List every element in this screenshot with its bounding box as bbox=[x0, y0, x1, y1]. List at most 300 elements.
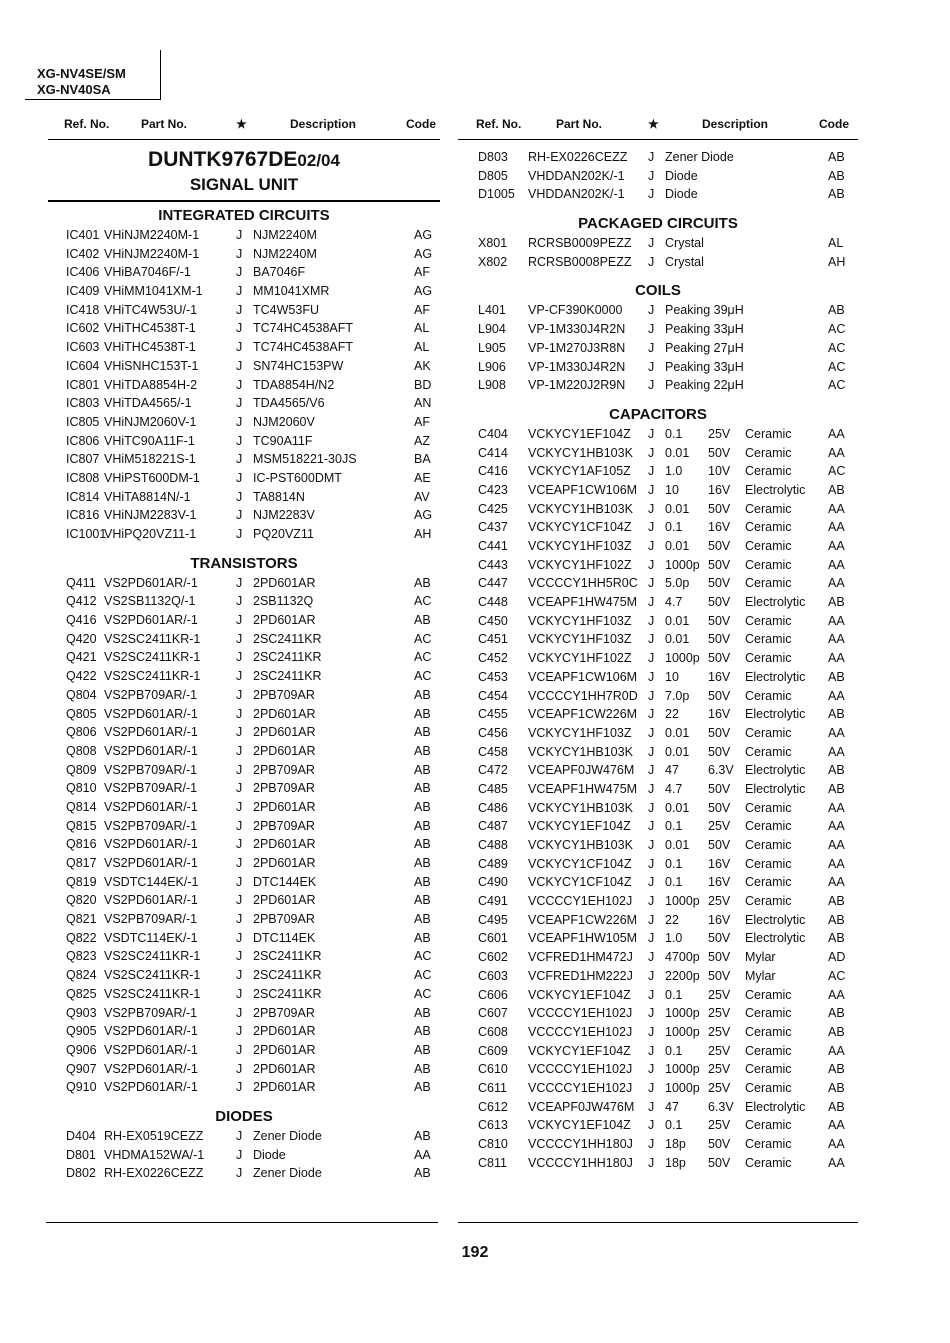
part-row bbox=[458, 630, 858, 649]
description: 2PB709AR bbox=[253, 762, 315, 777]
dielectric: Ceramic bbox=[745, 1137, 792, 1151]
header-rule bbox=[48, 139, 440, 140]
mark: J bbox=[236, 284, 243, 299]
part-row bbox=[458, 892, 858, 911]
code: AG bbox=[414, 228, 433, 242]
description: 18p bbox=[665, 1137, 686, 1151]
code: AB bbox=[828, 168, 845, 183]
ref-no: C441 bbox=[478, 539, 508, 553]
code: AB bbox=[414, 762, 431, 777]
description: 2PD601AR bbox=[253, 613, 316, 628]
ref-no: C607 bbox=[478, 1006, 508, 1021]
part-no: VCCCCY1HH180J bbox=[528, 1155, 633, 1170]
ref-no: Q825 bbox=[66, 986, 97, 1001]
mark: J bbox=[236, 1080, 243, 1095]
description: Peaking 33μH bbox=[665, 359, 744, 374]
mark: J bbox=[236, 1147, 243, 1162]
section-title: TRANSISTORS bbox=[190, 554, 298, 572]
description: 2PD601AR bbox=[253, 575, 316, 590]
part-row bbox=[458, 705, 858, 724]
description: PQ20VZ11 bbox=[253, 527, 314, 541]
ref-no: IC401 bbox=[66, 228, 100, 242]
ref-no: Q420 bbox=[66, 631, 97, 646]
description: 2SB1132Q bbox=[253, 594, 314, 609]
voltage: 50V bbox=[708, 651, 731, 666]
part-no: VHiTDA4565/-1 bbox=[104, 396, 192, 411]
description: NJM2240M bbox=[253, 246, 317, 261]
description: 2PD601AR bbox=[253, 743, 316, 758]
part-row bbox=[458, 911, 858, 930]
code: AC bbox=[414, 986, 432, 1001]
description: 2PB709AR bbox=[253, 687, 315, 702]
code: BD bbox=[414, 377, 432, 392]
ref-no: Q816 bbox=[66, 837, 97, 852]
part-no: VS2PD601AR/-1 bbox=[104, 743, 198, 758]
ref-no: Q910 bbox=[66, 1080, 97, 1095]
mark: J bbox=[236, 799, 243, 814]
mark: J bbox=[236, 396, 243, 411]
code: AF bbox=[414, 302, 430, 317]
code: AB bbox=[828, 912, 845, 927]
part-no: VS2PB709AR/-1 bbox=[104, 818, 198, 833]
part-row bbox=[48, 525, 440, 544]
code: AC bbox=[828, 359, 846, 374]
part-row bbox=[458, 500, 858, 519]
code: AB bbox=[414, 912, 431, 927]
header-star: ★ bbox=[236, 117, 247, 131]
part-no: VCKYCY1HF103Z bbox=[528, 613, 632, 628]
part-row bbox=[48, 574, 440, 593]
mark: J bbox=[648, 688, 655, 703]
ref-no: C416 bbox=[478, 464, 508, 479]
code: AB bbox=[828, 1099, 845, 1114]
part-row bbox=[48, 245, 440, 264]
part-row bbox=[458, 1098, 858, 1117]
part-row bbox=[48, 947, 440, 966]
code: AL bbox=[828, 236, 844, 251]
ref-no: C491 bbox=[478, 894, 508, 909]
part-no: VCKYCY1HB103K bbox=[528, 445, 633, 460]
voltage: 50V bbox=[708, 595, 731, 610]
part-no: VS2SC2411KR-1 bbox=[104, 986, 201, 1001]
part-row bbox=[48, 835, 440, 854]
description: Zener Diode bbox=[665, 150, 734, 164]
code: AB bbox=[414, 856, 431, 870]
code: AA bbox=[828, 987, 845, 1002]
mark: J bbox=[648, 1043, 655, 1058]
code: AB bbox=[828, 894, 845, 909]
dielectric: Ceramic bbox=[745, 744, 792, 759]
mark: J bbox=[648, 322, 655, 337]
code: AV bbox=[414, 489, 430, 504]
part-no: VHiNJM2283V-1 bbox=[104, 508, 197, 523]
mark: J bbox=[648, 359, 655, 374]
part-row bbox=[48, 282, 440, 301]
ref-no: C425 bbox=[478, 501, 508, 516]
description: Diode bbox=[665, 168, 698, 183]
part-row bbox=[48, 910, 440, 929]
part-no: VCCCCY1HH5R0C bbox=[528, 576, 638, 591]
part-no: VCKYCY1CF104Z bbox=[528, 520, 632, 535]
voltage: 25V bbox=[708, 1043, 731, 1058]
part-row bbox=[458, 649, 858, 668]
model-line-2: XG-NV40SA bbox=[37, 82, 111, 97]
part-row bbox=[458, 301, 858, 320]
part-row bbox=[458, 1023, 858, 1042]
model-rule-horizontal bbox=[25, 99, 161, 100]
description: 2SC2411KR bbox=[253, 949, 322, 964]
ref-no: Q903 bbox=[66, 1005, 97, 1020]
part-row bbox=[458, 462, 858, 481]
part-row bbox=[48, 611, 440, 630]
mark: J bbox=[648, 378, 655, 393]
voltage: 50V bbox=[708, 557, 731, 572]
mark: J bbox=[236, 302, 243, 317]
ref-no: Q810 bbox=[66, 781, 97, 796]
mark: J bbox=[236, 527, 243, 541]
unit-part-number bbox=[48, 146, 440, 174]
mark: J bbox=[648, 856, 655, 871]
mark: J bbox=[236, 986, 243, 1001]
mark: J bbox=[236, 1128, 243, 1143]
ref-no: IC406 bbox=[66, 265, 100, 280]
mark: J bbox=[236, 669, 243, 684]
part-no: VCCCCY1EH102J bbox=[528, 894, 633, 909]
description: 1000p bbox=[665, 651, 700, 666]
description: 2SC2411KR bbox=[253, 968, 322, 983]
ref-no: Q821 bbox=[66, 912, 97, 927]
section-title: DIODES bbox=[215, 1107, 273, 1125]
part-row bbox=[48, 1004, 440, 1023]
code: AA bbox=[828, 576, 845, 591]
part-no: VHDDAN202K/-1 bbox=[528, 187, 625, 202]
ref-no: IC409 bbox=[66, 284, 100, 299]
voltage: 16V bbox=[708, 520, 731, 535]
code: AB bbox=[414, 799, 431, 814]
right-column bbox=[458, 113, 858, 1172]
ref-no: Q907 bbox=[66, 1061, 97, 1076]
dielectric: Electrolytic bbox=[745, 669, 806, 684]
mark: J bbox=[648, 613, 655, 628]
code: AB bbox=[414, 575, 431, 590]
code: AD bbox=[828, 950, 846, 965]
ref-no: C489 bbox=[478, 856, 508, 871]
part-no: VCCCCY1EH102J bbox=[528, 1024, 633, 1039]
mark: J bbox=[648, 800, 655, 815]
code: AH bbox=[828, 254, 846, 269]
voltage: 16V bbox=[708, 856, 731, 871]
code: AA bbox=[828, 426, 845, 441]
code: AB bbox=[828, 763, 845, 778]
mark: J bbox=[236, 508, 243, 523]
code: AA bbox=[828, 520, 845, 535]
part-row bbox=[458, 518, 858, 537]
mark: J bbox=[648, 254, 655, 269]
ref-no: D404 bbox=[66, 1128, 96, 1143]
mark: J bbox=[648, 576, 655, 591]
description: 10 bbox=[665, 482, 679, 497]
description: Peaking 39μH bbox=[665, 303, 744, 318]
part-row bbox=[458, 167, 858, 186]
code: AA bbox=[828, 651, 845, 666]
description: 2PD601AR bbox=[253, 706, 316, 721]
description: 18p bbox=[665, 1155, 686, 1170]
voltage: 50V bbox=[708, 1155, 731, 1170]
mark: J bbox=[236, 246, 243, 261]
ref-no: Q809 bbox=[66, 762, 97, 777]
code: AA bbox=[828, 1043, 845, 1058]
part-no: RH-EX0519CEZZ bbox=[104, 1128, 204, 1143]
part-row bbox=[458, 836, 858, 855]
mark: J bbox=[236, 1024, 243, 1039]
part-no: VCKYCY1HF103Z bbox=[528, 539, 632, 553]
description: 2PD601AR bbox=[253, 1024, 316, 1039]
description: 2SC2411KR bbox=[253, 669, 322, 684]
part-no: VHiTHC4538T-1 bbox=[104, 321, 196, 336]
ref-no: C450 bbox=[478, 613, 508, 628]
code: AC bbox=[414, 631, 432, 646]
code: AB bbox=[414, 687, 431, 702]
voltage: 25V bbox=[708, 426, 731, 441]
code: AZ bbox=[414, 433, 430, 448]
code: AC bbox=[414, 968, 432, 983]
dielectric: Ceramic bbox=[745, 539, 792, 553]
description: TC74HC4538AFT bbox=[253, 340, 354, 355]
mark: J bbox=[648, 875, 655, 890]
code: AB bbox=[414, 781, 431, 796]
voltage: 6.3V bbox=[708, 1099, 734, 1114]
footer-rule-left bbox=[46, 1222, 438, 1223]
description: DTC144EK bbox=[253, 874, 317, 889]
ref-no: Q814 bbox=[66, 799, 97, 814]
part-no: VCKYCY1HF102Z bbox=[528, 557, 632, 572]
part-row bbox=[458, 1079, 858, 1098]
mark: J bbox=[236, 856, 243, 870]
ref-no: L905 bbox=[478, 340, 506, 355]
code: AA bbox=[414, 1147, 431, 1162]
code: AA bbox=[828, 501, 845, 516]
part-row bbox=[48, 742, 440, 761]
part-no: VHiPST600DM-1 bbox=[104, 470, 200, 485]
mark: J bbox=[236, 1061, 243, 1076]
part-no: VHiMM1041XM-1 bbox=[104, 284, 203, 299]
column-header bbox=[48, 113, 440, 133]
mark: J bbox=[648, 482, 655, 497]
part-row bbox=[458, 148, 858, 167]
ref-no: Q804 bbox=[66, 687, 97, 702]
voltage: 50V bbox=[708, 725, 731, 740]
mark: J bbox=[236, 968, 243, 983]
voltage: 10V bbox=[708, 464, 731, 479]
mark: J bbox=[648, 669, 655, 684]
description: 47 bbox=[665, 763, 679, 778]
code: AB bbox=[828, 931, 845, 946]
part-row bbox=[48, 798, 440, 817]
ref-no: D803 bbox=[478, 150, 508, 164]
description: 2PD601AR bbox=[253, 1042, 316, 1057]
voltage: 25V bbox=[708, 894, 731, 909]
part-row bbox=[458, 358, 858, 377]
part-no: VCKYCY1EF104Z bbox=[528, 426, 631, 441]
mark: J bbox=[236, 377, 243, 392]
dielectric: Ceramic bbox=[745, 1118, 792, 1133]
header-part: Part No. bbox=[556, 117, 603, 131]
ref-no: Q808 bbox=[66, 743, 97, 758]
code: AG bbox=[414, 284, 433, 299]
ref-no: C486 bbox=[478, 800, 508, 815]
part-row bbox=[48, 488, 440, 507]
ref-no: C811 bbox=[478, 1155, 507, 1170]
code: AC bbox=[828, 464, 846, 479]
ref-no: IC816 bbox=[66, 508, 100, 523]
ref-no: C447 bbox=[478, 576, 508, 591]
voltage: 6.3V bbox=[708, 763, 734, 778]
ref-no: L401 bbox=[478, 303, 506, 318]
model-rule-vertical bbox=[160, 50, 161, 100]
code: AB bbox=[828, 707, 845, 722]
part-no: VCEAPF1CW226M bbox=[528, 912, 638, 927]
code: AA bbox=[828, 800, 845, 815]
mark: J bbox=[236, 452, 243, 467]
part-no: VSDTC144EK/-1 bbox=[104, 874, 199, 889]
voltage: 16V bbox=[708, 875, 731, 890]
ref-no: C414 bbox=[478, 445, 508, 460]
code: AB bbox=[828, 1080, 845, 1095]
mark: J bbox=[648, 168, 655, 183]
mark: J bbox=[236, 837, 243, 852]
part-no: VHiSNHC153T-1 bbox=[104, 358, 199, 373]
mark: J bbox=[648, 1137, 655, 1151]
code: AA bbox=[828, 819, 845, 834]
dielectric: Ceramic bbox=[745, 501, 792, 516]
part-row bbox=[48, 985, 440, 1004]
description: TC74HC4538AFT bbox=[253, 321, 354, 336]
description: 0.01 bbox=[665, 744, 690, 759]
part-no: VCKYCY1HB103K bbox=[528, 501, 633, 516]
mark: J bbox=[648, 725, 655, 740]
voltage: 50V bbox=[708, 968, 731, 983]
part-row bbox=[48, 592, 440, 611]
ref-no: IC806 bbox=[66, 433, 100, 448]
part-no: VHDDAN202K/-1 bbox=[528, 168, 625, 183]
ref-no: C610 bbox=[478, 1062, 508, 1077]
part-row bbox=[48, 376, 440, 395]
mark: J bbox=[648, 1006, 655, 1021]
description: Zener Diode bbox=[253, 1166, 322, 1181]
code: AB bbox=[828, 595, 845, 610]
part-row bbox=[458, 574, 858, 593]
part-row bbox=[458, 234, 858, 253]
mark: J bbox=[236, 321, 243, 336]
ref-no: C613 bbox=[478, 1118, 508, 1133]
part-row bbox=[48, 1164, 440, 1183]
part-no: VHiNJM2240M-1 bbox=[104, 246, 200, 261]
description: 22 bbox=[665, 707, 679, 722]
header-code: Code bbox=[406, 117, 436, 131]
dielectric: Electrolytic bbox=[745, 781, 806, 796]
ref-no: C495 bbox=[478, 912, 508, 927]
description: 0.01 bbox=[665, 539, 690, 553]
mark: J bbox=[236, 818, 243, 833]
code: AB bbox=[828, 150, 845, 164]
description: Peaking 33μH bbox=[665, 322, 744, 337]
voltage: 25V bbox=[708, 1080, 731, 1095]
code: AB bbox=[414, 837, 431, 852]
part-no: VS2PD601AR/-1 bbox=[104, 799, 198, 814]
mark: J bbox=[648, 1080, 655, 1095]
ref-no: IC418 bbox=[66, 302, 100, 317]
part-row bbox=[458, 339, 858, 358]
ref-no: IC801 bbox=[66, 377, 100, 392]
mark: J bbox=[236, 781, 243, 796]
part-no: VCCCCY1EH102J bbox=[528, 1006, 633, 1021]
part-no: VCKYCY1EF104Z bbox=[528, 1118, 631, 1133]
mark: J bbox=[648, 651, 655, 666]
right-parts-list bbox=[458, 148, 858, 1172]
mark: J bbox=[236, 743, 243, 758]
dielectric: Ceramic bbox=[745, 1062, 792, 1077]
part-no: VHiTDA8854H-2 bbox=[104, 377, 198, 392]
ref-no: L908 bbox=[478, 378, 506, 393]
description: 2PB709AR bbox=[253, 912, 315, 927]
part-no: VS2PB709AR/-1 bbox=[104, 912, 198, 927]
dielectric: Ceramic bbox=[745, 838, 792, 852]
mark: J bbox=[236, 949, 243, 964]
part-no: VS2PD601AR/-1 bbox=[104, 613, 198, 628]
mark: J bbox=[648, 340, 655, 355]
voltage: 25V bbox=[708, 1006, 731, 1021]
description: 2PD601AR bbox=[253, 856, 316, 870]
mark: J bbox=[648, 894, 655, 909]
description: 0.1 bbox=[665, 1118, 683, 1133]
code: AA bbox=[828, 688, 845, 703]
description: TC4W53FU bbox=[253, 302, 319, 317]
description: Crystal bbox=[665, 236, 704, 251]
voltage: 50V bbox=[708, 501, 731, 516]
code: AC bbox=[414, 949, 432, 964]
ref-no: IC805 bbox=[66, 414, 100, 429]
unit-name: SIGNAL UNIT bbox=[189, 175, 299, 194]
code: AA bbox=[828, 725, 845, 740]
mark: J bbox=[648, 520, 655, 535]
ref-no: D805 bbox=[478, 168, 508, 183]
part-no: VS2SB1132Q/-1 bbox=[104, 594, 196, 609]
description: MSM518221-30JS bbox=[253, 452, 357, 467]
mark: J bbox=[236, 340, 243, 355]
ref-no: Q906 bbox=[66, 1042, 97, 1057]
mark: J bbox=[648, 1024, 655, 1039]
code: AA bbox=[828, 744, 845, 759]
description: 0.01 bbox=[665, 838, 690, 852]
code: AB bbox=[414, 818, 431, 833]
mark: J bbox=[236, 228, 243, 242]
ref-no: Q817 bbox=[66, 856, 97, 870]
description: Crystal bbox=[665, 254, 704, 269]
mark: J bbox=[648, 912, 655, 927]
part-row bbox=[48, 667, 440, 686]
part-row bbox=[458, 1154, 858, 1173]
part-no: VCFRED1HM222J bbox=[528, 968, 633, 983]
ref-no: C612 bbox=[478, 1099, 508, 1114]
dielectric: Electrolytic bbox=[745, 763, 806, 778]
code: AB bbox=[414, 930, 431, 945]
mark: J bbox=[648, 987, 655, 1002]
voltage: 25V bbox=[708, 987, 731, 1002]
mark: J bbox=[648, 931, 655, 946]
part-row bbox=[458, 444, 858, 463]
part-no: VS2PD601AR/-1 bbox=[104, 725, 198, 740]
description: 0.1 bbox=[665, 1043, 683, 1058]
